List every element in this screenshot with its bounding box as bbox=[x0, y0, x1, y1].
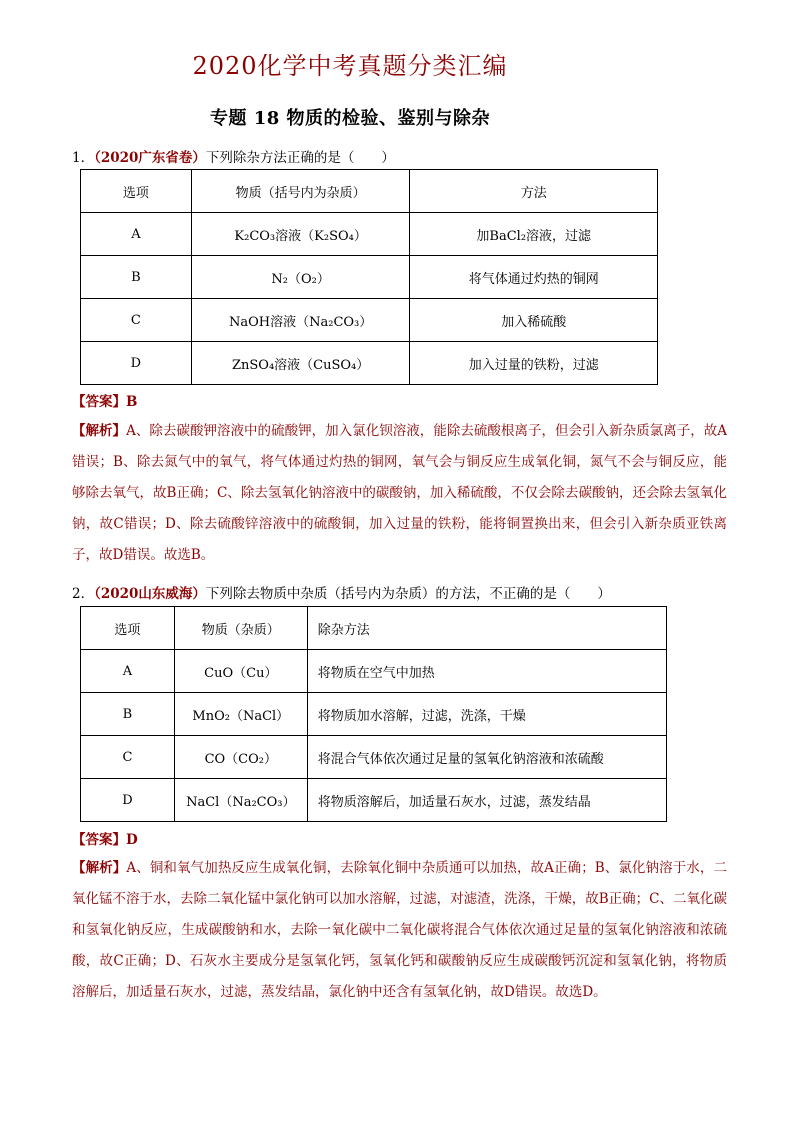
table-row bbox=[81, 299, 658, 342]
question-source: （2020广东省卷） bbox=[94, 150, 206, 166]
method-cell: 将气体通过灼热的铜网 bbox=[410, 256, 658, 299]
method-cell: 将混合气体依次通过足量的氢氧化钠溶液和浓硫酸 bbox=[307, 736, 666, 779]
question-number: 2． bbox=[72, 586, 95, 602]
table-row bbox=[81, 736, 667, 779]
explanation-tag: 【解析】 bbox=[72, 423, 127, 439]
answer-label: 【答案】D bbox=[72, 832, 138, 848]
table-row bbox=[81, 256, 658, 299]
substance-cell: MnO₂（NaCl） bbox=[174, 693, 307, 736]
option-cell: C bbox=[81, 299, 192, 342]
table-row bbox=[81, 779, 667, 822]
question-1-header bbox=[72, 146, 395, 166]
substance-cell: K₂CO₃溶液（K₂SO₄） bbox=[191, 213, 410, 256]
substance-cell: NaCl（Na₂CO₃） bbox=[174, 779, 307, 822]
method-cell: 将物质加水溶解，过滤，洗涤，干燥 bbox=[307, 693, 666, 736]
substance-cell: ZnSO₄溶液（CuSO₄） bbox=[191, 342, 410, 385]
table-header-row bbox=[81, 170, 658, 213]
table-header-cell: 选项 bbox=[81, 170, 192, 213]
table-header-cell: 物质（括号内为杂质） bbox=[191, 170, 410, 213]
method-cell: 加入稀硫酸 bbox=[410, 299, 658, 342]
table-row bbox=[81, 213, 658, 256]
question-1-table bbox=[80, 169, 658, 385]
topic-subtitle: 专题 18 物质的检验、鉴别与除杂 bbox=[209, 108, 491, 129]
question-2-header bbox=[72, 582, 611, 602]
option-cell: A bbox=[81, 213, 192, 256]
option-cell: D bbox=[81, 779, 175, 822]
question-2-table bbox=[80, 606, 667, 822]
table-header-cell: 方法 bbox=[410, 170, 658, 213]
table-header-cell: 物质（杂质） bbox=[174, 607, 307, 650]
option-cell: A bbox=[81, 650, 175, 693]
method-cell: 将物质溶解后，加适量石灰水，过滤，蒸发结晶 bbox=[307, 779, 666, 822]
substance-cell: NaOH溶液（Na₂CO₃） bbox=[191, 299, 410, 342]
table-header-cell: 选项 bbox=[81, 607, 175, 650]
option-cell: B bbox=[81, 256, 192, 299]
substance-cell: CuO（Cu） bbox=[174, 650, 307, 693]
explanation-tag: 【解析】 bbox=[72, 860, 127, 876]
explanation-text: A、除去碳酸钾溶液中的硫酸钾，加入氯化钡溶液，能除去硫酸根离子，但会引入新杂质氯离子，故A错误；B、除去氮气中的氧气，将气体通过灼热的铜网，氧气会与铜反应生成氧化铜，氮气不会与铜反应，能够除去氧气，故B正确；C、除去氢氧化钠溶液中的碳酸钠，加入稀硫酸，不仅会除去碳酸钠，还会除去氢氧化钠，故C错误；D、除去硫酸锌溶液中的硫酸铜，加入过量的铁粉，能将铜置换出来，但会引入新杂质亚铁离子，故D错误。故选B。 bbox=[72, 423, 728, 563]
document-title: 2020化学中考真题分类汇编 bbox=[192, 52, 508, 80]
table-header-row bbox=[81, 607, 667, 650]
explanation-paragraph bbox=[72, 853, 727, 1008]
explanation-text: A、铜和氧气加热反应生成氧化铜，去除氧化铜中杂质通可以加热，故A正确；B、氯化钠溶于水，二氧化锰不溶于水，去除二氧化锰中氯化钠可以加水溶解，过滤，对滤渣，洗涤，干燥，故B正确；C、二氧化碳和氢氧化钠反应，生成碳酸钠和水，去除一氧化碳中二氧化碳将混合气体依次通过足量的氢氧化钠溶液和浓硫酸，故C正确；D、石灰水主要成分是氢氧化钙，氢氧化钙和碳酸钠反应生成碳酸钙沉淀和氢氧化钠，将物质溶解后，加适量石灰水，过滤，蒸发结晶，氯化钠中还含有氢氧化钠，故D错误。故选D。 bbox=[72, 860, 727, 1000]
explanation-paragraph bbox=[72, 416, 727, 571]
option-cell: C bbox=[81, 736, 175, 779]
table-row bbox=[81, 650, 667, 693]
substance-cell: CO（CO₂） bbox=[174, 736, 307, 779]
table-row bbox=[81, 342, 658, 385]
option-cell: B bbox=[81, 693, 175, 736]
method-cell: 加BaCl₂溶液，过滤 bbox=[410, 213, 658, 256]
method-cell: 加入过量的铁粉，过滤 bbox=[410, 342, 658, 385]
question-number: 1． bbox=[72, 150, 95, 166]
question-stem: 下列除去物质中杂质（括号内为杂质）的方法，不正确的是（ ） bbox=[205, 586, 611, 602]
method-cell: 将物质在空气中加热 bbox=[307, 650, 666, 693]
option-cell: D bbox=[81, 342, 192, 385]
question-stem: 下列除杂方法正确的是（ ） bbox=[205, 150, 395, 166]
question-source: （2020山东威海） bbox=[94, 586, 206, 602]
table-header-cell: 除杂方法 bbox=[307, 607, 666, 650]
table-row bbox=[81, 693, 667, 736]
substance-cell: N₂（O₂） bbox=[191, 256, 410, 299]
answer-label: 【答案】B bbox=[72, 394, 138, 410]
